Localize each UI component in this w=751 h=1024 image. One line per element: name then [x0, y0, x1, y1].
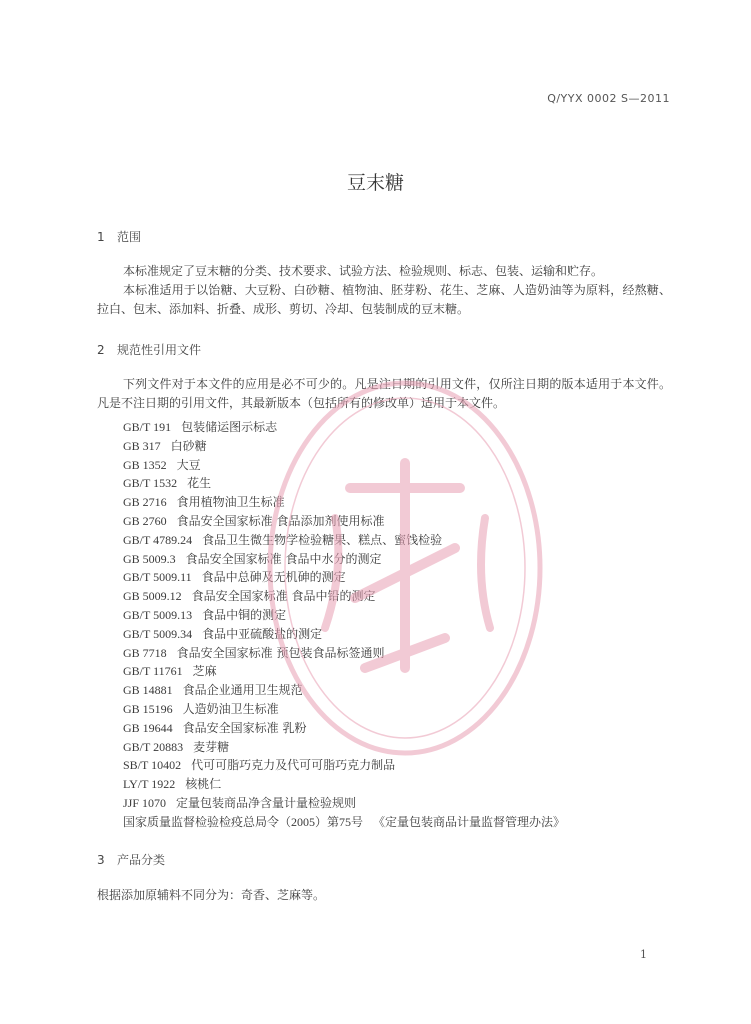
scope-paragraph-1: 本标准规定了豆末糖的分类、技术要求、试验方法、检验规则、标志、包装、运输和贮存。 [123, 264, 604, 278]
reference-code: GB 15196 [123, 701, 173, 716]
section-3-number: 3 [97, 853, 105, 867]
reference-item [123, 662, 565, 681]
reference-name: 食品安全国家标准 食品中水分的测定 [185, 551, 382, 566]
reference-code: GB 317 [123, 438, 161, 453]
reference-code: GB/T 191 [123, 420, 172, 434]
reference-name: 食品安全国家标准 食品中铅的测定 [191, 589, 376, 604]
reference-name: 花生 [187, 476, 212, 491]
section-2-number: 2 [97, 343, 105, 357]
reference-name: 代可可脂巧克力及代可可脂巧克力制品 [191, 758, 396, 773]
reference-code: SB/T 10402 [123, 758, 182, 773]
document-title: 豆末糖 [346, 172, 404, 194]
reference-item [123, 587, 565, 606]
reference-code: GB/T 5009.11 [123, 570, 192, 585]
reference-name: 芝麻 [192, 664, 217, 679]
reference-name: 食品中总砷及无机砷的测定 [201, 570, 346, 585]
reference-name: 定量包装商品净含量计量检验规则 [176, 795, 357, 810]
section-2-heading [97, 341, 201, 358]
reference-name: 包装储运图示标志 [181, 420, 278, 434]
reference-name: 食品企业通用卫生规范 [182, 683, 303, 698]
reference-item [123, 794, 565, 813]
classification-text: 根据添加原辅料不同分为：奇香、芝麻等。 [97, 888, 326, 902]
reference-item [123, 644, 565, 663]
reference-code: GB 1352 [123, 457, 167, 472]
reference-item [123, 756, 565, 775]
reference-item [123, 493, 565, 512]
section-3-heading [97, 851, 165, 868]
reference-item [123, 606, 565, 625]
reference-name: 麦芽糖 [193, 739, 230, 754]
reference-item [123, 568, 565, 587]
reference-item [123, 512, 565, 531]
page-number: 1 [640, 948, 647, 961]
section-1-title: 范围 [117, 230, 142, 244]
reference-code: GB 5009.3 [123, 551, 176, 566]
reference-name: 食品安全国家标准 预包装食品标签通则 [176, 645, 385, 660]
reference-code: 国家质量监督检验检疫总局令（2005）第75号 [123, 814, 364, 829]
reference-code: GB/T 5009.34 [123, 626, 193, 641]
reference-item [123, 474, 565, 493]
reference-name: 《定量包装商品计量监督管理办法》 [373, 814, 566, 829]
reference-name: 人造奶油卫生标准 [182, 701, 279, 716]
reference-code: GB 2716 [123, 495, 167, 510]
reference-code: GB 19644 [123, 720, 173, 735]
reference-code: GB 14881 [123, 683, 173, 698]
reference-item [123, 681, 565, 700]
reference-name: 核桃仁 [185, 777, 222, 792]
reference-item [123, 418, 565, 437]
reference-code: JJF 1070 [123, 795, 167, 810]
reference-item [123, 456, 565, 475]
section-1-number: 1 [97, 230, 105, 244]
reference-item [123, 775, 565, 794]
reference-code: GB 7718 [123, 645, 167, 660]
reference-name: 食用植物油卫生标准 [176, 495, 285, 510]
scope-paragraph-2: 本标准适用于以饴糖、大豆粉、白砂糖、植物油、胚芽粉、花生、芝麻、人造奶油等为原料，经熬糖、拉白、包末、添加料、折叠、成形、剪切、冷却、包装制成的豆末糖。 [97, 283, 671, 316]
reference-name: 食品卫生微生物学检验糖果、糕点、蜜饯检验 [202, 532, 443, 547]
reference-name: 食品安全国家标准 乳粉 [182, 720, 307, 735]
reference-name: 白砂糖 [170, 438, 207, 453]
reference-item [123, 550, 565, 569]
reference-item [123, 625, 565, 644]
reference-item [123, 531, 565, 550]
reference-name: 食品中亚硫酸盐的测定 [202, 626, 323, 641]
normative-intro: 下列文件对于本文件的应用是必不可少的。凡是注日期的引用文件，仅所注日期的版本适用于本文件。凡是不注日期的引用文件，其最新版本（包括所有的修改单）适用于本文件。 [97, 377, 671, 410]
reference-code: GB 5009.12 [123, 589, 182, 604]
reference-code: LY/T 1922 [123, 777, 176, 792]
section-3-title: 产品分类 [117, 853, 166, 867]
reference-name: 大豆 [176, 457, 201, 472]
reference-list [123, 418, 565, 832]
reference-code: GB/T 1532 [123, 476, 178, 491]
reference-name: 食品安全国家标准 食品添加剂使用标准 [176, 513, 385, 528]
reference-item [123, 813, 565, 832]
reference-code: GB/T 11761 [123, 664, 183, 679]
section-2-title: 规范性引用文件 [117, 343, 202, 357]
section-1-heading [97, 228, 141, 245]
reference-item [123, 738, 565, 757]
reference-code: GB 2760 [123, 513, 167, 528]
reference-name: 食品中铜的测定 [202, 607, 287, 622]
reference-item [123, 719, 565, 738]
reference-item [123, 700, 565, 719]
reference-code: GB/T 5009.13 [123, 607, 193, 622]
reference-code: GB/T 20883 [123, 739, 184, 754]
reference-item [123, 437, 565, 456]
reference-code: GB/T 4789.24 [123, 532, 193, 547]
document-code: Q/YYX 0002 S—2011 [547, 92, 670, 105]
